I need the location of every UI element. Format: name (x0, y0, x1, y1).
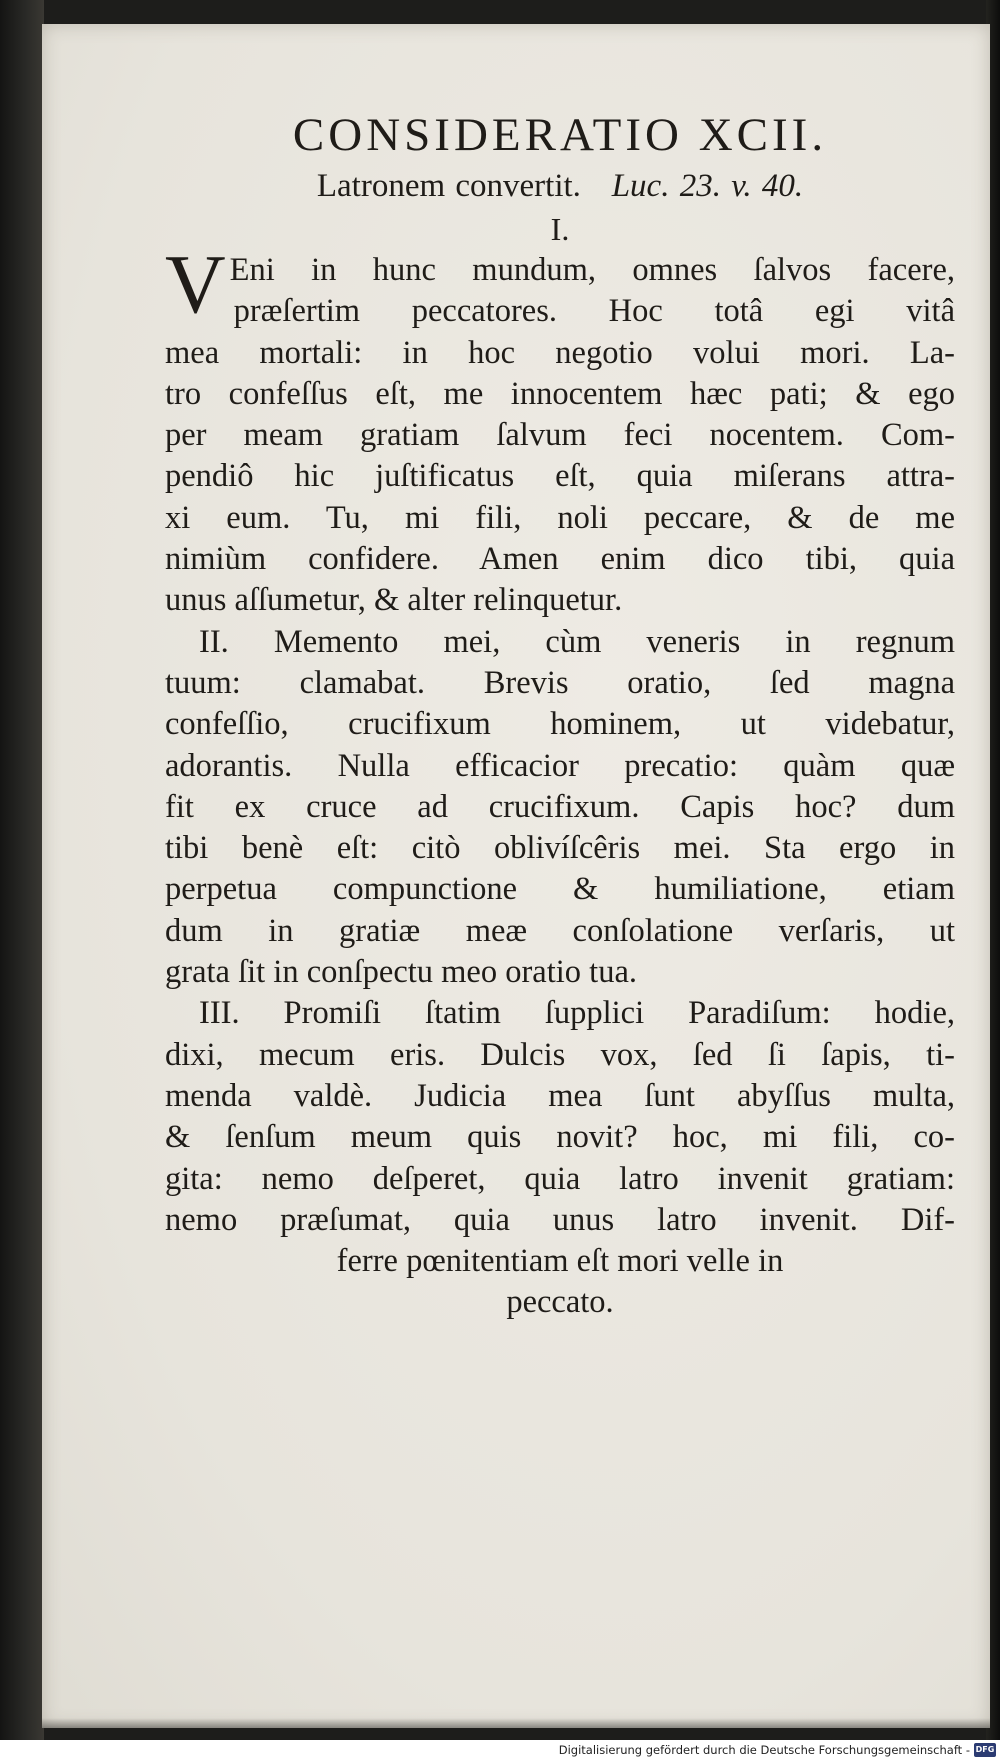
text-line: dixi, mecum eris. Dulcis vox, ſed ſi ſapis, ti- (165, 1036, 955, 1073)
text-line: ferre pœnitentiam eſt mori velle in (336, 1243, 784, 1280)
text-line: menda valdè. Judicia mea ſunt abyſſus multa, (165, 1077, 955, 1114)
subtitle (165, 164, 955, 208)
footer-bar (0, 1740, 1000, 1762)
text-line: xi eum. Tu, mi fili, noli peccare, & de me (165, 499, 955, 536)
text-line: adorantis. Nulla efficacior precatio: quàm quæ (165, 747, 955, 784)
book-spine-edge (0, 0, 44, 1740)
text-line: dum in gratiæ meæ conſolatione verſaris, ut (165, 912, 955, 949)
text-line: gita: nemo deſperet, quia latro invenit gratiam: (165, 1160, 955, 1197)
dfg-logo: DFG (974, 1743, 996, 1757)
subtitle-text: Latronem convertit. (316, 168, 581, 204)
paragraph-3 (165, 993, 955, 1323)
scripture-reference: Luc. 23. v. 40. (611, 168, 804, 204)
text-line: peccato. (506, 1284, 614, 1321)
text-line: perpetua compunctione & humiliatione, etiam (165, 871, 955, 908)
section-number: I. (550, 211, 570, 247)
text-line: nemo præſumat, quia unus latro invenit. Dif- (165, 1201, 955, 1238)
text-line: II. Memento mei, cùm veneris in regnum (199, 623, 955, 660)
text-line: tibi benè eſt: citò oblivíſcêris mei. Sta ergo in (165, 830, 955, 867)
text-line: confeſſio, crucifixum hominem, ut videbatur, (165, 706, 955, 743)
text-line: grata ſit in conſpectu meo oratio tua. (165, 954, 637, 991)
paragraph-1 (165, 238, 955, 622)
text-line: præſertim peccatores. Hoc totâ egi vitâ (233, 293, 955, 330)
text-line: Eni in hunc mundum, omnes ſalvos facere, (229, 252, 955, 288)
text-line: unus aſſumetur, & alter relinquetur. (165, 582, 623, 619)
text-line: nimiùm confidere. Amen enim dico tibi, quia (165, 541, 955, 578)
text-line: mea mortali: in hoc negotio volui mori. La- (165, 334, 955, 371)
funding-credit: Digitalisierung gefördert durch die Deutsche Forschungsgemeinschaft - (558, 1743, 970, 1757)
page-shadow (42, 1718, 990, 1728)
text-line: tro confeſſus eſt, me innocentem hæc pati; & ego (165, 375, 955, 412)
text-line: fit ex cruce ad crucifixum. Capis hoc? dum (165, 788, 955, 825)
paragraph-1-opening (165, 238, 955, 333)
text-line: pendiô hic juſtificatus eſt, quia miſerans attra- (165, 458, 955, 495)
page-title: CONSIDERATIO XCII. (292, 109, 828, 161)
text-line: tuum: clamabat. Brevis oratio, ſed magna (165, 664, 955, 701)
page-text (165, 108, 955, 1324)
paragraph-2 (165, 622, 955, 994)
drop-cap: V (165, 238, 226, 331)
text-line: per meam gratiam ſalvum feci nocentem. Com- (165, 417, 955, 454)
text-line: & ſenſum meum quis novit? hoc, mi fili, co- (165, 1119, 955, 1156)
text-line: III. Promiſi ſtatim ſupplici Paradiſum: hodie, (199, 995, 955, 1032)
